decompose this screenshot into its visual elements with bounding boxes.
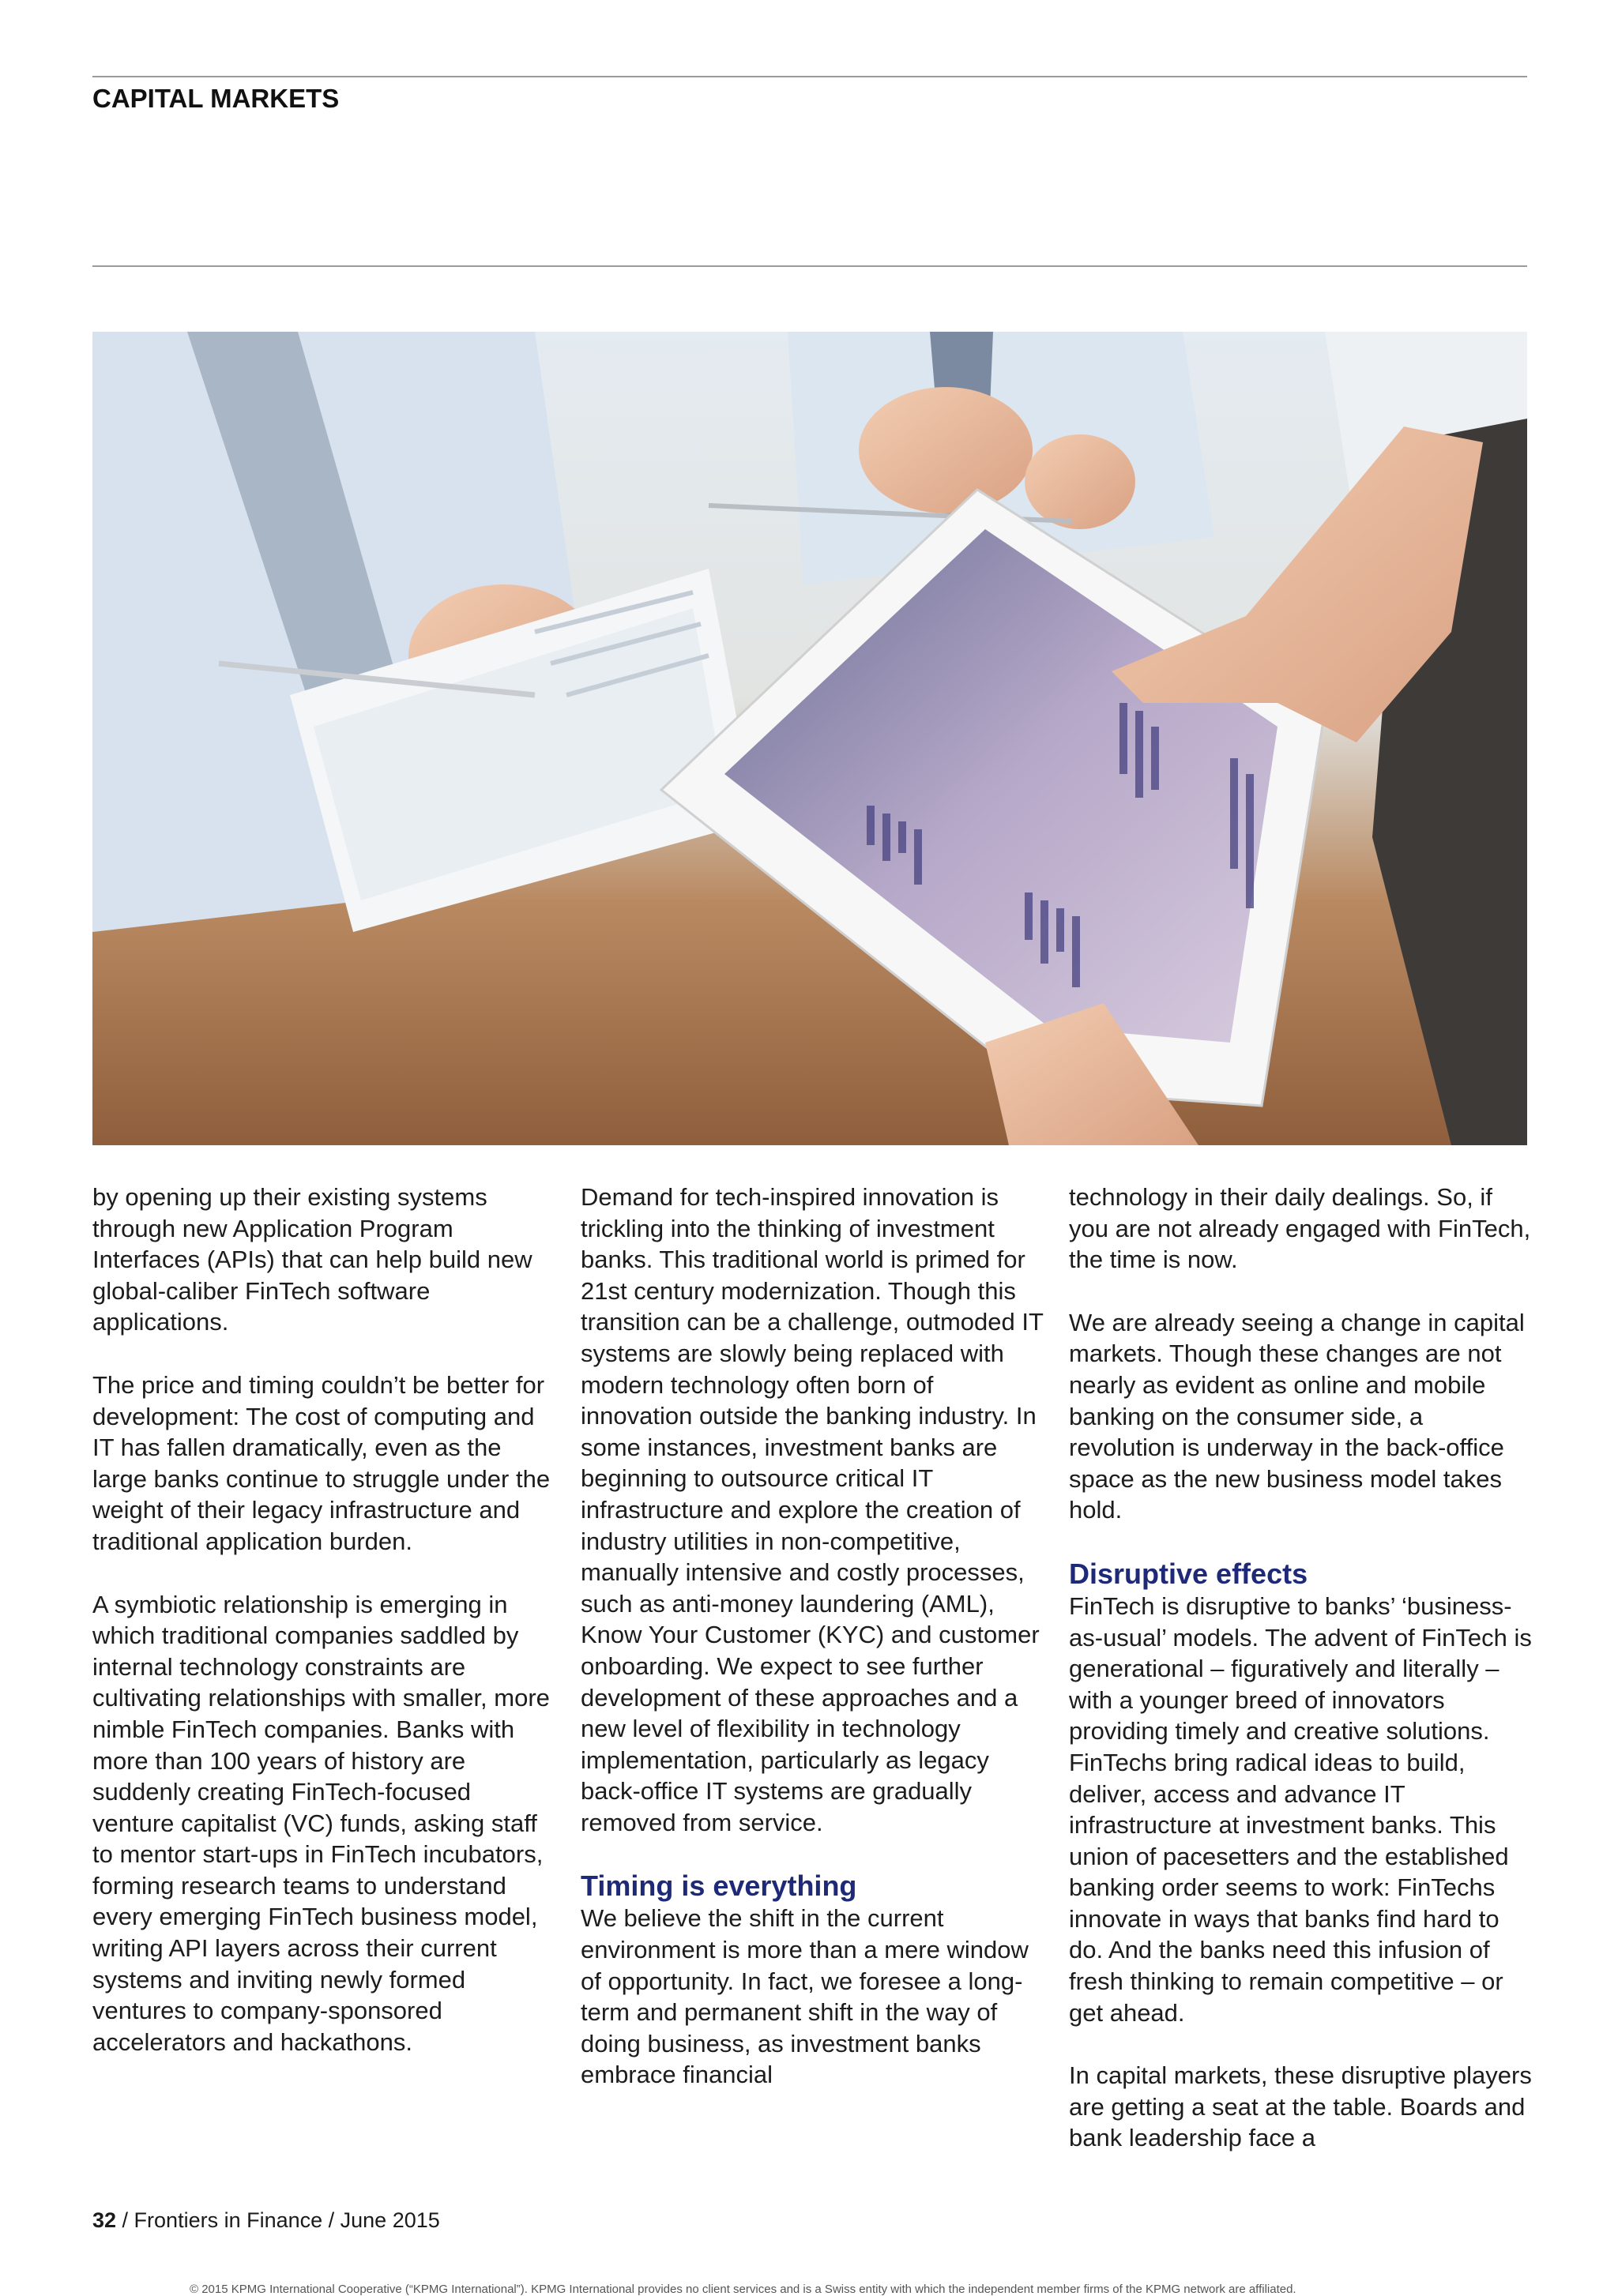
section-heading: Disruptive effects — [1069, 1557, 1308, 1590]
article-photo — [92, 332, 1527, 1145]
top-rule — [92, 76, 1527, 77]
paragraph: Demand for tech-inspired innovation is trickling into the thinking of investment banks. This traditional world is primed for 21st century modernization. Though this transition can be a challenge, outmoded IT systems are slowly being replaced with modern technology often born of innovation outside the banking industry. In some instances, investment banks are beginning to outsource critical IT infrastructure and explore the creation of industry utilities in non-competitive, manually intensive and costly processes, such as anti-money laundering (AML), Know Your Customer (KYC) and customer onboarding. We expect to see further development of these approaches and a new level of flexibility in technology implementation, particularly as legacy back-office IT systems are gradually removed from service. — [581, 1183, 1044, 1836]
page-footer — [92, 2208, 440, 2233]
page-number: 32 — [92, 2208, 117, 2232]
section-label: CAPITAL MARKETS — [92, 84, 340, 113]
text-column-1 — [92, 1182, 559, 2089]
text-column-2 — [581, 1182, 1047, 2122]
section-heading: Timing is everything — [581, 1869, 857, 1903]
copyright-notice: © 2015 KPMG International Cooperative (“KPMG International”). KPMG International provides no client services and is a Swiss entity with which the independent member firms of the KPMG network are affiliated. — [190, 2283, 1296, 2296]
paragraph: by opening up their existing systems through new Application Program Interfaces (APIs) that can help build new global-caliber FinTech software applications. — [92, 1183, 532, 1336]
paragraph: In capital markets, these disruptive players are getting a seat at the table. Boards and bank leadership face a — [1069, 2061, 1532, 2152]
header-bottom-rule — [92, 265, 1527, 267]
paragraph: We are already seeing a change in capital markets. Though these changes are not nearly as evident as online and mobile banking on the consumer side, a revolution is underway in the back-office space as the new business model takes hold. — [1069, 1308, 1525, 1524]
paragraph: The price and timing couldn’t be better for development: The cost of computing and IT has fallen dramatically, even as the large banks continue to struggle under the weight of their legacy infrastructure and traditional application burden. — [92, 1370, 551, 1555]
paragraph: A symbiotic relationship is emerging in which traditional companies saddled by internal technology constraints are cultivating relationships with smaller, more nimble FinTech companies. Banks with more than 100 years of history are suddenly creating FinTech-focused venture capitalist (VC) funds, asking staff to mentor start-ups in FinTech incubators, forming research teams to understand every emerging FinTech business model, writing API layers across their current systems and inviting newly formed ventures to company-sponsored accelerators and hackathons. — [92, 1590, 550, 2056]
text-column-3 — [1069, 1182, 1535, 2185]
publication-info: / Frontiers in Finance / June 2015 — [116, 2208, 440, 2232]
paragraph: We believe the shift in the current environment is more than a mere window of opportunity. In fact, we foresee a long-term and permanent shift in the way of doing business, as investment banks embrace financial — [581, 1904, 1029, 2089]
paragraph: FinTech is disruptive to banks’ ‘business-as-usual’ models. The advent of FinTech is generational – figuratively and literally – with a younger breed of innovators providing timely and creative solutions. FinTechs bring radical ideas to build, deliver, access and advance IT infrastructure at investment banks. This union of pacesetters and the established banking order seems to work: FinTechs innovate in ways that banks find hard to do. And the banks need this infusion of fresh thinking to remain competitive – or get ahead. — [1069, 1591, 1532, 2027]
paragraph: technology in their daily dealings. So, if you are not already engaged with FinTech, the time is now. — [1069, 1183, 1531, 1274]
